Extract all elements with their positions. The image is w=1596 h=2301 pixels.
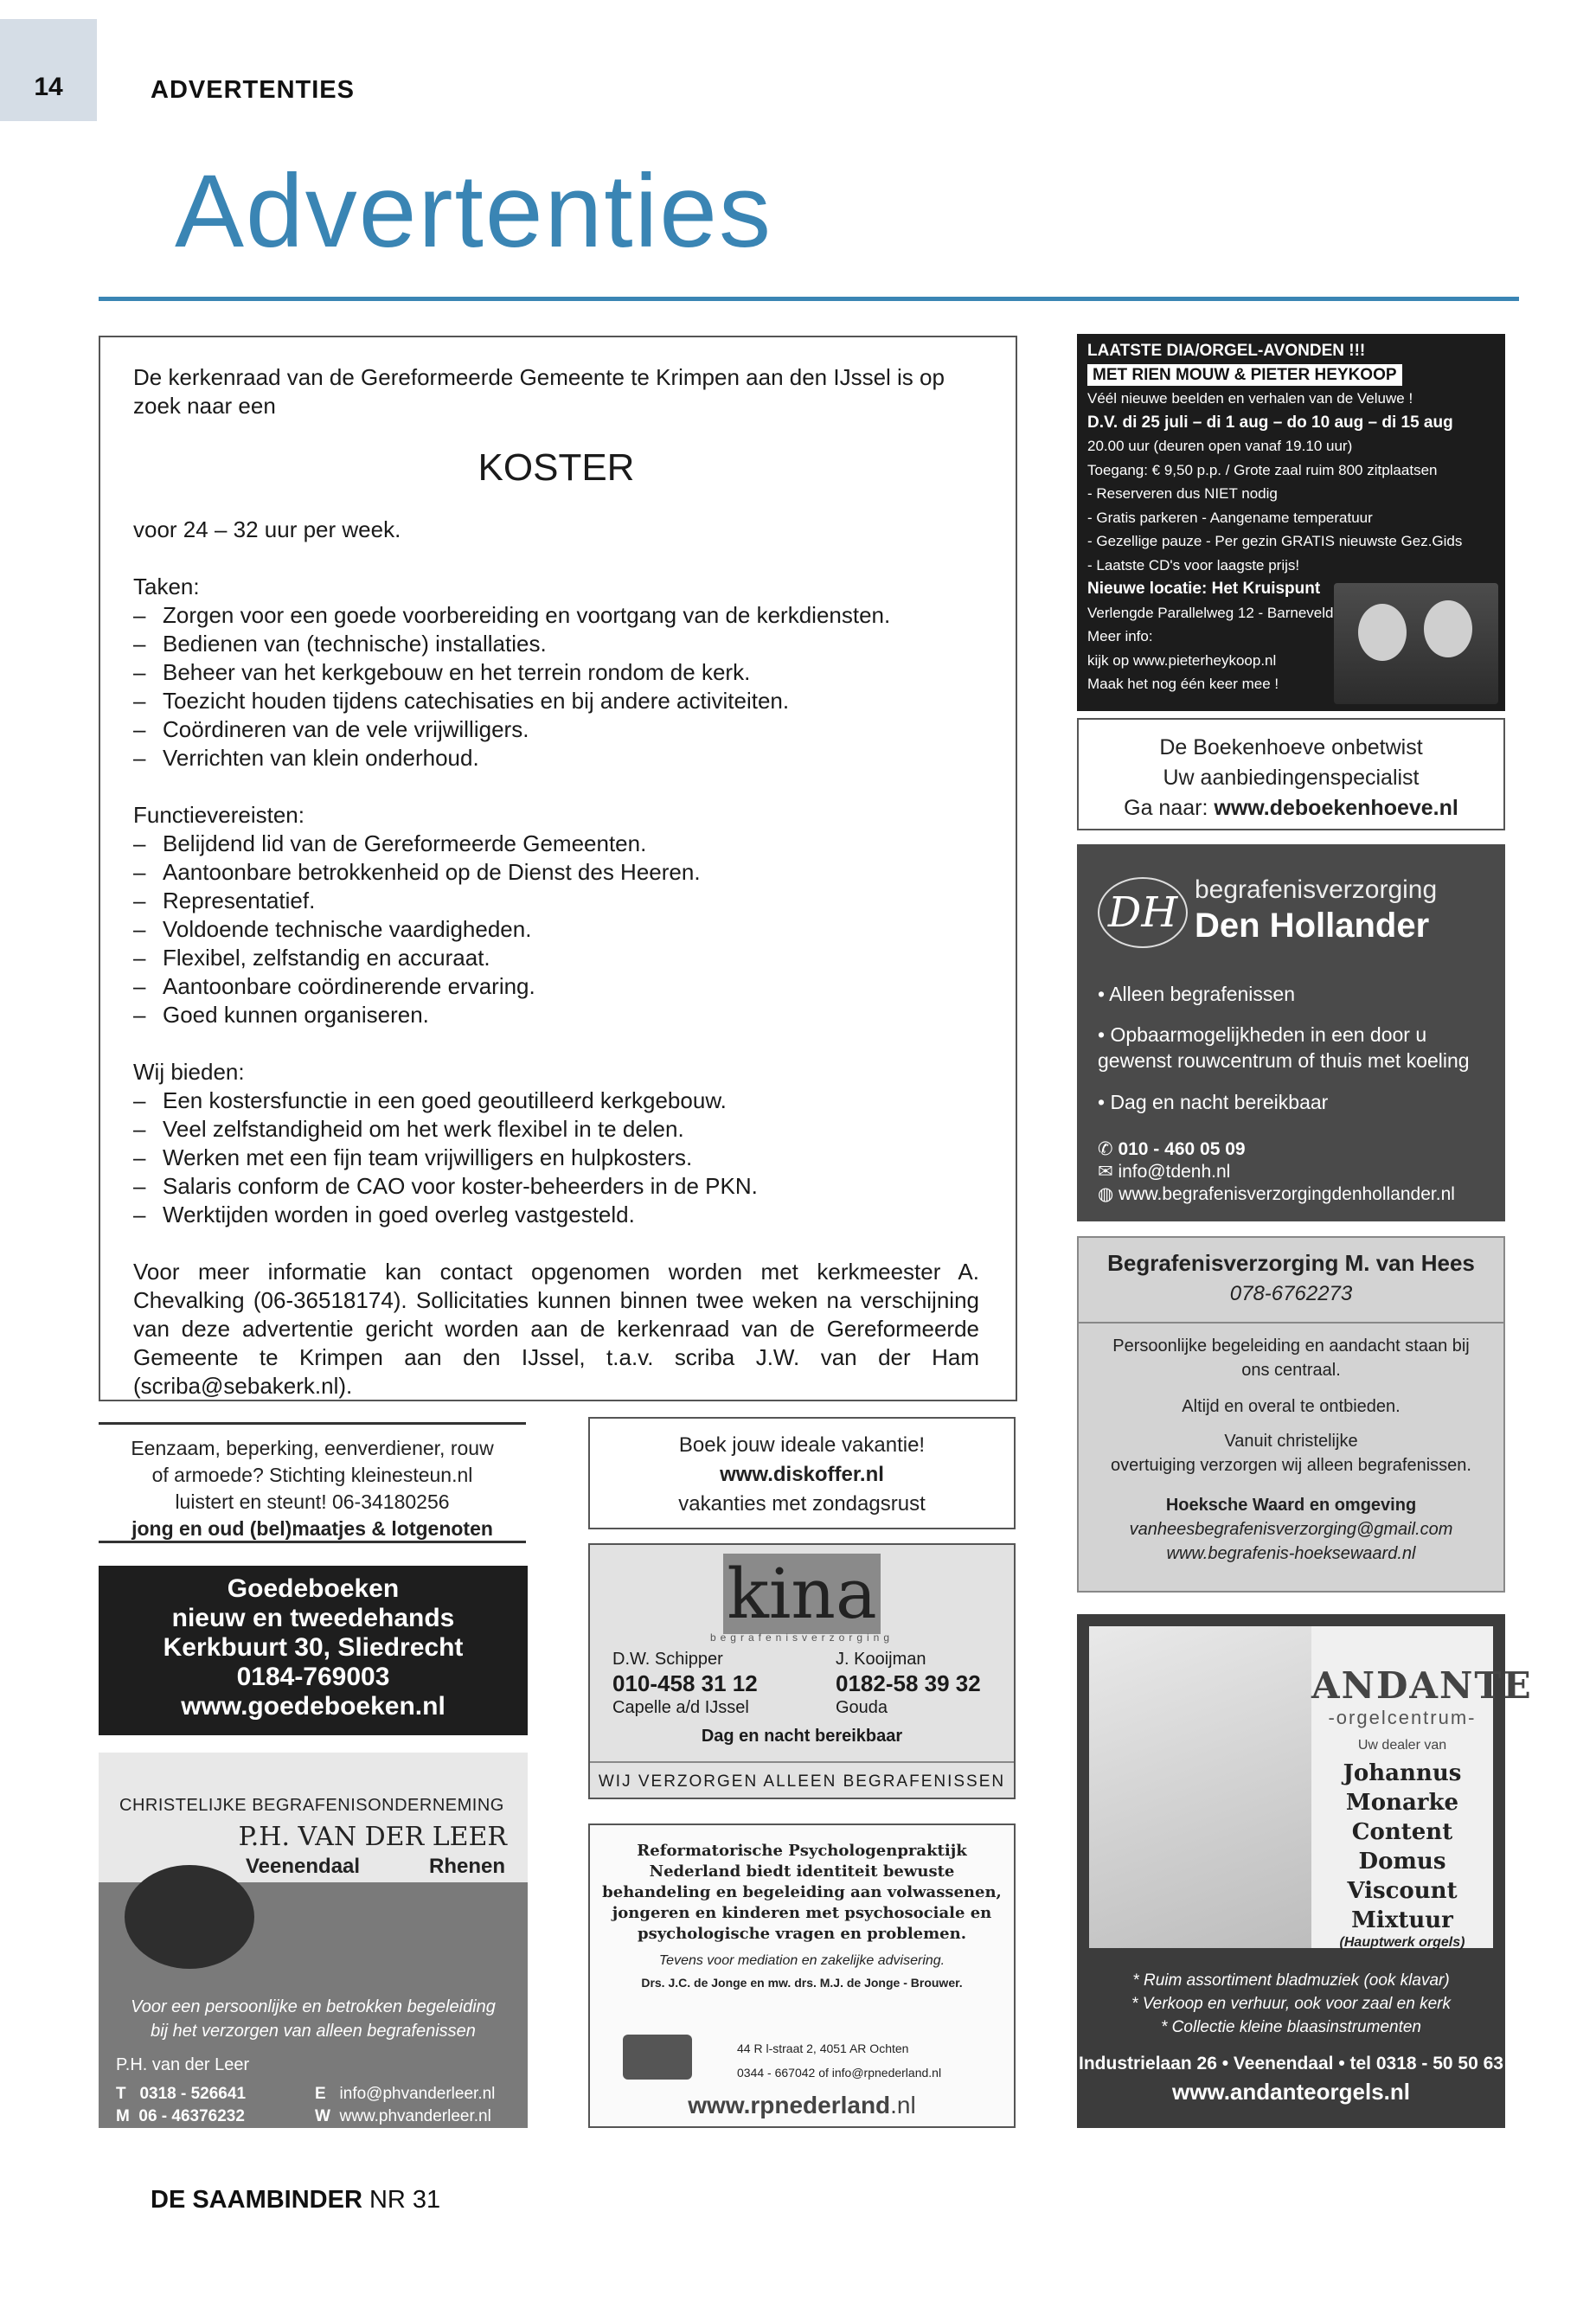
vdl-label: E [315,2085,326,2103]
dh-name: Den Hollander [1195,907,1430,945]
globe-icon: ◍ [1098,1184,1119,1204]
vdl-category: CHRISTELIJKE BEGRAFENISONDERNEMING [119,1796,504,1815]
kina-person: J. Kooijman [836,1650,926,1669]
ad-line: vakanties met zondagsrust [678,1492,926,1516]
koster-intro: De kerkenraad van de Gereformeerde Gemeente te Krimpen aan den IJssel is op zoek naar een [133,364,945,419]
dh-tag: begrafenisverzorging [1195,875,1438,904]
ad-line: luistert en steunt! 06-34180256 [175,1490,450,1513]
ad-line: Goedeboeken [227,1574,400,1603]
diskoffer-ad [588,1417,1016,1529]
dia-line: Verlengde Parallelweg 12 - Barneveld [1087,604,1334,621]
rp-line: Tevens voor mediation en zakelijke advisering. [658,1953,945,1968]
andante-dealer: Uw dealer van [1357,1738,1447,1753]
ad-phone[interactable]: 0184-769003 [236,1663,390,1691]
rp-names: Drs. J.C. de Jonge en mw. drs. M.J. de Jonge - Brouwer. [641,1976,963,1990]
hees-line: ons centraal. [1241,1361,1341,1380]
page-title: Advertenties [175,153,773,269]
hees-region: Hoeksche Waard en omgeving [1165,1496,1417,1515]
brand-item: Viscount [1347,1878,1458,1904]
andante-hw: (Hauptwerk orgels) [1339,1935,1465,1950]
list-item: – Werken met een fijn team vrijwilligers en hulpkosters. [133,1144,979,1172]
kina-logo: kina [723,1554,880,1634]
vdl-line: bij het verzorgen van alleen begrafenissen [151,2022,476,2041]
dia-line: Meer info: [1087,628,1153,644]
list-item: – Beheer van het kerkgebouw en het terrein rondom de kerk. [133,658,979,687]
hees-line: Persoonlijke begeleiding en aandacht staan bij [1112,1336,1470,1356]
dia-line: Véél nieuwe beelden en verhalen van de Veluwe ! [1087,390,1413,407]
andante-bullet: * Collectie kleine blaasinstrumenten [1161,2018,1421,2036]
boeken-link[interactable]: www.deboekenhoeve.nl [1214,796,1458,820]
requirements-label: Functievereisten: [133,802,304,828]
andante-brand: ANDANTE [1311,1664,1533,1707]
andante-address: Industrielaan 26 • Veenendaal • tel 0318 - 50 50 63 [1079,2054,1503,2073]
list-item: – Coördineren van de vele vrijwilligers. [133,715,979,744]
vdl-line: Voor een persoonlijke en betrokken begeleiding [131,1997,496,2016]
den-hollander-ad [1077,844,1505,1221]
rp-web-tld: .nl [890,2092,916,2118]
koster-ad [99,336,1017,1401]
phone-icon: ✆ [1098,1139,1118,1159]
vdl-mobile[interactable]: 06 - 46376232 [138,2107,245,2125]
list-item: – Aantoonbare coördinerende ervaring. [133,972,979,1001]
dh-logo: DH [1098,877,1188,948]
footer-issue: NR 31 [369,2186,441,2214]
dia-line: - Gratis parkeren - Aangename temperatuur [1087,509,1373,526]
ad-web[interactable]: www.diskoffer.nl [720,1463,884,1486]
hees-line: Vanuit christelijke [1224,1432,1358,1451]
dh-email[interactable]: info@tdenh.nl [1118,1162,1231,1182]
dia-dates: D.V. di 25 juli – di 1 aug – do 10 aug – di 15 aug [1087,413,1453,432]
andante-web[interactable]: www.andanteorgels.nl [1172,2079,1410,2105]
kina-place: Capelle a/d IJssel [612,1698,749,1717]
list-item: – Representatief. [133,887,979,915]
koster-heading: KOSTER [478,446,635,489]
footer-brand: DE SAAMBINDER [151,2186,362,2214]
brand-item: Monarke [1345,1790,1459,1816]
koster-hours: voor 24 – 32 uur per week. [133,516,401,542]
hees-phone[interactable]: 078-6762273 [1229,1282,1353,1305]
kina-phone[interactable]: 010-458 31 12 [612,1670,758,1696]
vdl-label: T [116,2085,126,2103]
rp-line: Reformatorische Psychologenpraktijk [637,1842,967,1860]
list-item: – Salaris conform de CAO voor koster-beheerders in de PKN. [133,1172,979,1201]
hees-line: Altijd en overal te ontbieden. [1182,1397,1401,1416]
list-item: – Zorgen voor een goede voorbereiding en voortgang van de kerkdiensten. [133,601,979,630]
list-item: – Bedienen van (technische) installaties. [133,630,979,658]
brand-item: Johannus [1343,1760,1462,1786]
section-label: ADVERTENTIES [151,76,355,104]
ad-line: of armoede? Stichting kleinesteun.nl [151,1464,473,1486]
hees-email[interactable]: vanheesbegrafenisverzorging@gmail.com [1129,1520,1453,1539]
dia-line: - Gezellige pauze - Per gezin GRATIS nieuwste Gez.Gids [1087,533,1463,549]
list-item: – Voldoende technische vaardigheden. [133,915,979,944]
offers-label: Wij bieden: [133,1059,245,1085]
brand-item: Domus [1358,1849,1446,1875]
koster-contact: Voor meer informatie kan contact opgenomen worden met kerkmeester A. Chevalking (06-36518174). Sollicitaties kunnen binnen twee weken na verschijning van deze advertentie gericht worden aan de kerkenraad van de Gereformeerde Gemeente te Krimpen aan den IJssel, t.a.v. scriba J.W. van der Ham (scriba@sebakerk.nl). [133,1259,979,1399]
hees-name: Begrafenisverzorging M. van Hees [1107,1250,1475,1276]
vdl-label: M [116,2107,130,2125]
footer [151,2186,440,2214]
dia-line: MET RIEN MOUW & PIETER HEYKOOP [1087,364,1402,386]
andante-sub: -orgelcentrum- [1328,1707,1477,1728]
list-item: – Een kostersfunctie in een goed geoutilleerd kerkgebouw. [133,1086,979,1115]
list-item: – Goed kunnen organiseren. [133,1001,979,1029]
boekenhoeve-ad [1077,718,1505,830]
dia-link[interactable]: kijk op www.pieterheykoop.nl [1087,651,1277,669]
tasks-list [133,601,979,772]
van-hees-ad [1077,1236,1505,1593]
organ-photo [1089,1626,1311,1948]
van-der-leer-ad [99,1753,528,2128]
andante-bullet: * Ruim assortiment bladmuziek (ook klavar) [1132,1971,1450,1990]
page-number-tab [0,19,97,121]
brand-item: Mixtuur [1351,1907,1453,1933]
kina-phone[interactable]: 0182-58 39 32 [836,1670,981,1696]
requirements-list [133,830,979,1029]
vdl-phone[interactable]: 0318 - 526641 [139,2085,247,2103]
tree-illustration [125,1865,254,1969]
list-item: – Veel zelfstandigheid om het werk flexibel in te delen. [133,1115,979,1144]
mail-icon: ✉ [1098,1162,1118,1182]
vdl-email[interactable]: info@phvanderleer.nl [339,2085,496,2103]
ad-line: Boek jouw ideale vakantie! [678,1433,926,1457]
list-item: – Flexibel, zelfstandig en accuraat. [133,944,979,972]
kleinesteun-ad [99,1422,526,1543]
list-item: – Toezicht houden tijdens catechisaties en bij andere activiteiten. [133,687,979,715]
dh-bullet: • Dag en nacht bereikbaar [1098,1091,1329,1113]
title-divider [99,297,1519,301]
dh-web[interactable]: www.begrafenisverzorgingdenhollander.nl [1118,1184,1455,1204]
dia-line: LAATSTE DIA/ORGEL-AVONDEN !!! [1087,342,1366,360]
ad-line: jong en oud (bel)maatjes & lotgenoten [131,1517,493,1540]
vdl-web[interactable]: www.phvanderleer.nl [339,2107,491,2125]
offers-list [133,1086,979,1229]
dia-line: 20.00 uur (deuren open vanaf 19.10 uur) [1087,438,1353,454]
hees-web[interactable]: www.begrafenis-hoeksewaard.nl [1166,1544,1416,1563]
vdl-place: Veenendaal [246,1855,361,1878]
rp-line: Nederland biedt identiteit bewuste [649,1862,955,1881]
list-item: – Belijdend lid van de Gereformeerde Gemeenten. [133,830,979,858]
vdl-place: Rhenen [428,1855,505,1878]
rp-nederland-ad [588,1823,1016,2128]
ad-line: nieuw en tweedehands [171,1604,455,1632]
list-item: – Verrichten van klein onderhoud. [133,744,979,772]
kina-ad [588,1543,1016,1799]
kina-availability: Dag en nacht bereikbaar [701,1727,903,1746]
page-number: 14 [34,73,63,101]
vdl-name: P.H. VAN DER LEER [238,1822,507,1852]
kina-tagline: WIJ VERZORGEN ALLEEN BEGRAFENISSEN [598,1772,1006,1791]
rp-line: psychologische vragen en problemen. [637,1925,966,1943]
dia-orgel-ad [1077,334,1505,711]
dh-phone[interactable]: 010 - 460 05 09 [1118,1139,1246,1159]
boeken-line: De Boekenhoeve onbetwist [1159,735,1423,760]
dia-line: Toegang: € 9,50 p.p. / Grote zaal ruim 800 zitplaatsen [1087,461,1438,478]
rp-line: behandeling en begeleiding aan volwassenen, [602,1883,1002,1901]
rp-contact[interactable]: 0344 - 667042 of info@rpnederland.nl [737,2066,942,2080]
boeken-prefix: Ga naar: [1124,796,1215,820]
dia-line: - Reserveren dus NIET nodig [1087,485,1278,502]
ad-web[interactable]: www.goedeboeken.nl [181,1692,445,1721]
ad-line: Eenzaam, beperking, eenverdiener, rouw [131,1437,494,1459]
kina-sub: begrafenisverzorging [709,1631,894,1644]
goedeboeken-ad [99,1566,528,1735]
rp-address: 44 R l-straat 2, 4051 AR Ochten [737,2041,909,2055]
andante-ad [1077,1614,1533,2128]
vdl-person: P.H. van der Leer [116,2055,250,2074]
list-item: – Werktijden worden in goed overleg vastgesteld. [133,1201,979,1229]
dh-bullet: • Opbaarmogelijkheden in een door u gewenst rouwcentrum of thuis met koeling [1098,1023,1470,1072]
list-item: – Aantoonbare betrokkenheid op de Dienst des Heeren. [133,858,979,887]
dia-line: Nieuwe locatie: Het Kruispunt [1087,580,1321,598]
rp-web[interactable]: www.rpnederland [688,2092,891,2118]
boeken-line: Uw aanbiedingenspecialist [1163,766,1420,790]
dia-line: - Laatste CD's voor laagste prijs! [1087,556,1300,574]
ad-line: Kerkbuurt 30, Sliedrecht [163,1633,464,1662]
presenters-photo [1334,583,1498,704]
vdl-label: W [315,2107,330,2125]
rp-line: jongeren en kinderen met psychosociale en [612,1904,992,1922]
dh-bullet: • Alleen begrafenissen [1098,983,1295,1005]
andante-bullet: * Verkoop en verhuur, ook voor zaal en kerk [1131,1995,1451,2013]
brand-item: Content [1351,1819,1453,1845]
tasks-label: Taken: [133,574,200,599]
dia-line: Maak het nog één keer mee ! [1087,676,1279,692]
kina-person: D.W. Schipper [612,1650,723,1669]
puzzle-icon [623,2035,692,2080]
hees-line: overtuiging verzorgen wij alleen begrafenissen. [1111,1456,1471,1475]
kina-place: Gouda [836,1698,888,1717]
